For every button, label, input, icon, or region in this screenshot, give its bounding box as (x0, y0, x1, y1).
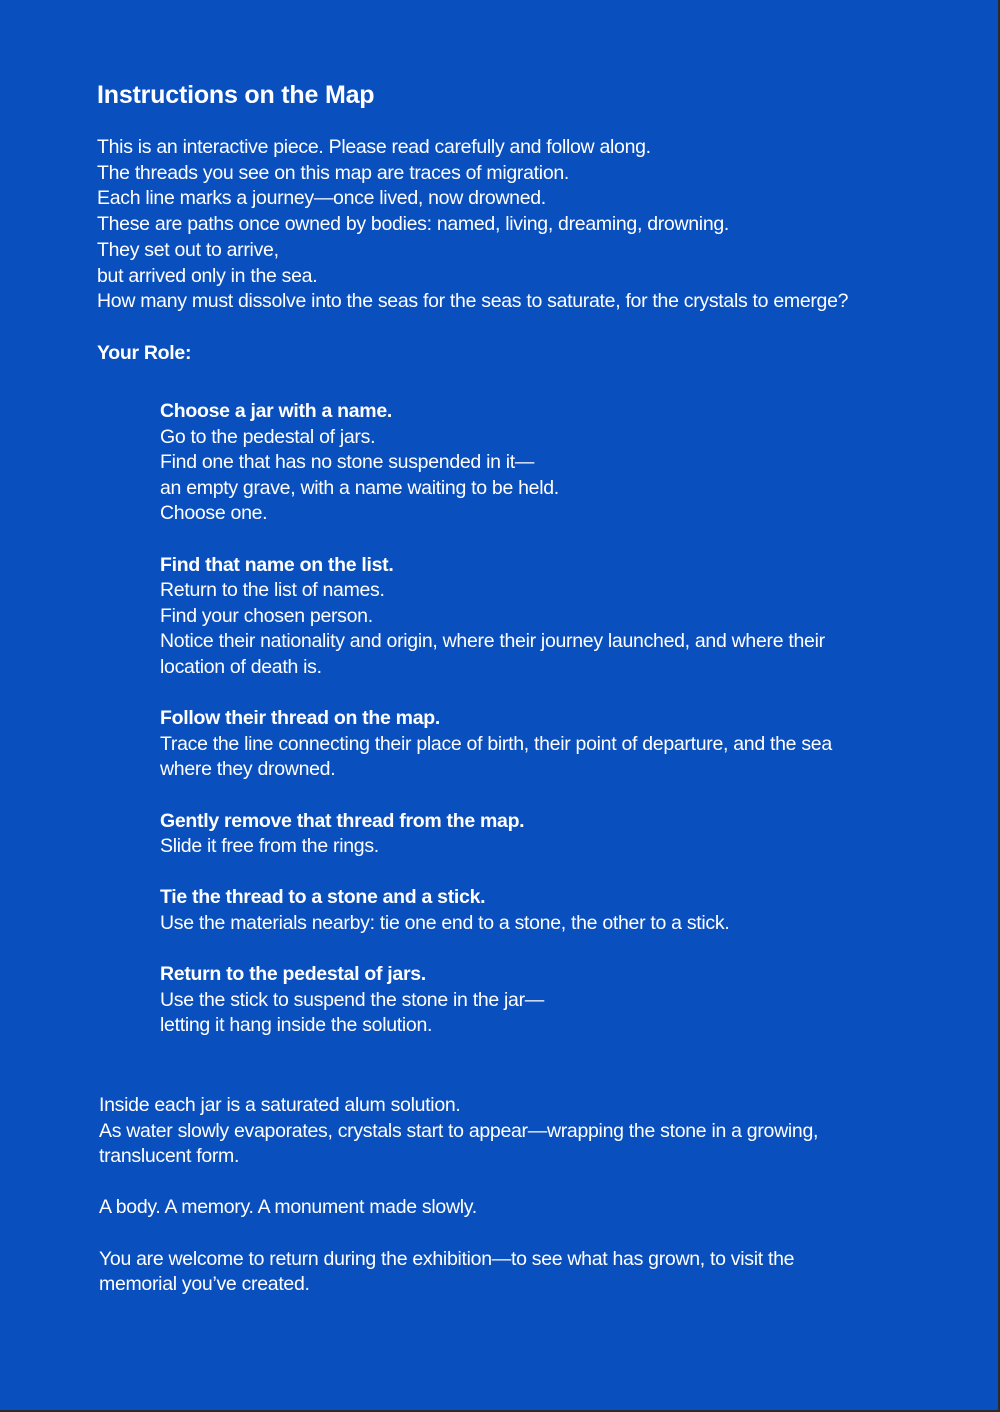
step-line: Notice their nationality and origin, where their journey launched, and where their (160, 630, 825, 653)
step-item (160, 553, 900, 681)
step-line: Return to the list of names. (160, 579, 385, 602)
intro-line: This is an interactive piece. Please read carefully and follow along. (97, 136, 651, 158)
step-item (160, 885, 900, 936)
closing-line: Inside each jar is a saturated alum solution. (99, 1094, 461, 1116)
step-line: where they drowned. (160, 758, 336, 781)
intro-paragraph (97, 135, 957, 315)
step-line: Trace the line connecting their place of birth, their point of departure, and the sea (160, 732, 832, 755)
role-heading: Your Role: (97, 342, 192, 364)
step-item (160, 962, 900, 1039)
intro-line: They set out to arrive, (97, 238, 279, 261)
closing-line: memorial you’ve created. (99, 1273, 310, 1296)
step-heading: Gently remove that thread from the map. (160, 809, 525, 832)
page-title: Instructions on the Map (97, 81, 375, 109)
closing-line: translucent form. (99, 1145, 240, 1168)
step-line: location of death is. (160, 655, 322, 678)
step-heading: Find that name on the list. (160, 553, 394, 576)
closing-paragraph (99, 1195, 899, 1221)
step-heading: Choose a jar with a name. (160, 400, 392, 422)
step-line: letting it hang inside the solution. (160, 1014, 433, 1037)
step-heading: Tie the thread to a stone and a stick. (160, 886, 486, 909)
step-line: Find your chosen person. (160, 604, 373, 627)
intro-line: Each line marks a journey—once lived, now drowned. (97, 187, 546, 210)
intro-line: but arrived only in the sea. (97, 264, 318, 287)
intro-line: How many must dissolve into the seas for the seas to saturate, for the crystals to emerge? (97, 290, 849, 313)
step-heading: Return to the pedestal of jars. (160, 963, 426, 986)
closing-section (99, 1093, 899, 1323)
closing-line: As water slowly evaporates, crystals start to appear—wrapping the stone in a growing, (99, 1119, 819, 1142)
intro-line: These are paths once owned by bodies: named, living, dreaming, drowning. (97, 213, 730, 236)
step-line: Use the materials nearby: tie one end to a stone, the other to a stick. (160, 911, 730, 934)
step-item (160, 809, 900, 860)
intro-line: The threads you see on this map are traces of migration. (97, 161, 570, 184)
step-item (160, 399, 900, 527)
closing-paragraph (99, 1093, 899, 1170)
step-line: Use the stick to suspend the stone in the jar— (160, 988, 544, 1011)
steps-list (160, 399, 900, 1064)
closing-line: You are welcome to return during the exhibition—to see what has grown, to visit the (99, 1247, 795, 1270)
step-line: Go to the pedestal of jars. (160, 425, 376, 448)
step-heading: Follow their thread on the map. (160, 707, 440, 730)
step-line: an empty grave, with a name waiting to be held. (160, 476, 559, 499)
closing-line: A body. A memory. A monument made slowly. (99, 1196, 477, 1219)
step-item (160, 706, 900, 783)
step-line: Slide it free from the rings. (160, 835, 379, 858)
step-line: Choose one. (160, 502, 268, 525)
step-line: Find one that has no stone suspended in it— (160, 451, 535, 474)
closing-paragraph (99, 1247, 899, 1298)
